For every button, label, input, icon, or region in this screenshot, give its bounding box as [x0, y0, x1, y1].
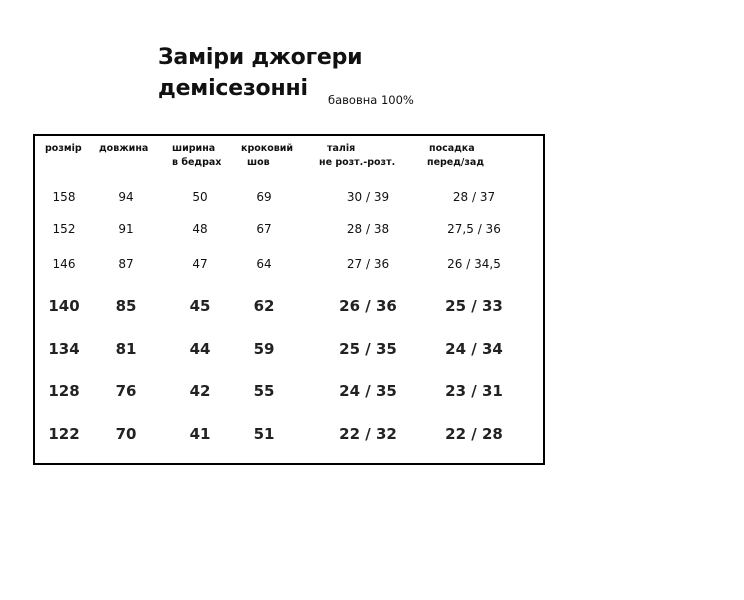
cell-size: 140	[48, 297, 80, 315]
cell-waist: 22 / 32	[339, 425, 397, 443]
cell-waist: 30 / 39	[346, 190, 390, 204]
cell-inseam: 64	[256, 257, 272, 271]
cell-hip-width: 50	[192, 190, 208, 204]
cell-length: 91	[118, 222, 134, 236]
cell-rise: 26 / 34,5	[447, 257, 501, 271]
cell-hip-width: 45	[189, 297, 211, 315]
cell-size: 134	[48, 340, 80, 358]
cell-inseam: 69	[256, 190, 272, 204]
cell-length: 81	[115, 340, 137, 358]
cell-inseam: 55	[253, 382, 275, 400]
title-line-1: Заміри джогери	[158, 45, 363, 70]
cell-size: 122	[48, 425, 80, 443]
header-hip-width: ширина в бедрах	[172, 143, 222, 168]
cell-length: 87	[118, 257, 134, 271]
title-line-2: демісезонні	[158, 76, 308, 101]
cell-length: 76	[115, 382, 137, 400]
header-length: довжина	[99, 143, 149, 154]
header-rise: посадка перед/зад	[427, 143, 484, 168]
cell-waist: 28 / 38	[346, 222, 390, 236]
cell-hip-width: 44	[189, 340, 211, 358]
cell-rise: 25 / 33	[445, 297, 503, 315]
cell-length: 94	[118, 190, 134, 204]
cell-inseam: 51	[253, 425, 275, 443]
cell-size: 128	[48, 382, 80, 400]
cell-rise: 23 / 31	[445, 382, 503, 400]
cell-length: 85	[115, 297, 137, 315]
cell-inseam: 67	[256, 222, 272, 236]
cell-hip-width: 48	[192, 222, 208, 236]
cell-waist: 24 / 35	[339, 382, 397, 400]
cell-hip-width: 42	[189, 382, 211, 400]
fabric-note: бавовна 100%	[328, 93, 414, 107]
cell-size: 158	[52, 190, 76, 204]
header-waist: талія не розт.-розт.	[319, 143, 396, 168]
cell-hip-width: 41	[189, 425, 211, 443]
header-size: розмір	[45, 143, 82, 154]
cell-hip-width: 47	[192, 257, 208, 271]
cell-length: 70	[115, 425, 137, 443]
cell-waist: 26 / 36	[339, 297, 397, 315]
cell-rise: 24 / 34	[445, 340, 503, 358]
cell-inseam: 62	[253, 297, 275, 315]
cell-rise: 28 / 37	[452, 190, 496, 204]
cell-size: 152	[52, 222, 76, 236]
cell-waist: 27 / 36	[346, 257, 390, 271]
cell-waist: 25 / 35	[339, 340, 397, 358]
cell-rise: 22 / 28	[445, 425, 503, 443]
header-inseam: кроковий шов	[241, 143, 294, 168]
cell-size: 146	[52, 257, 76, 271]
cell-rise: 27,5 / 36	[447, 222, 501, 236]
cell-inseam: 59	[253, 340, 275, 358]
